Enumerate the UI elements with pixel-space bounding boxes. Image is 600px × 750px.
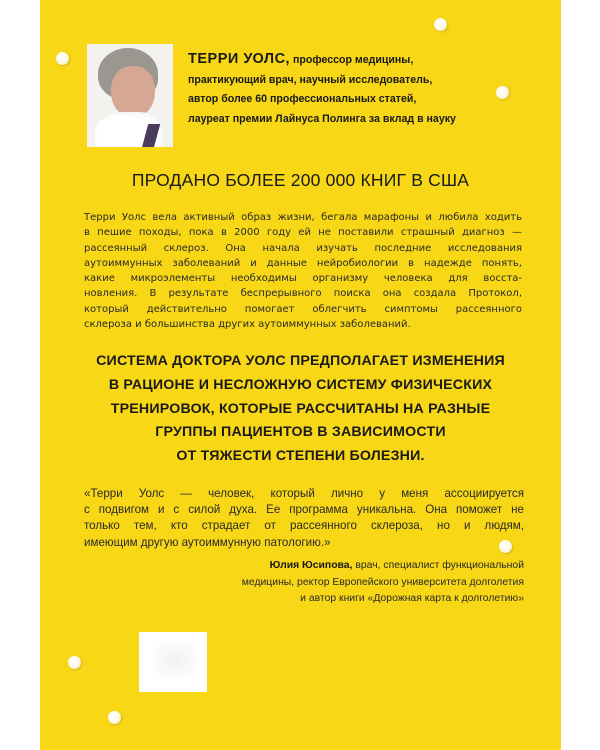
description-line: который действительно помогает облегчить симптомы рассеянного (84, 303, 522, 315)
description-line: Терри Уолс вела активный образ жизни, бегала марафоны и любила ходить (84, 212, 522, 223)
author-bio-line: лауреат премии Лайнуса Полинга за вклад в науку (188, 112, 456, 125)
system-line: ГРУППЫ ПАЦИЕНТОВ В ЗАВИСИМОСТИ (155, 424, 446, 441)
description-line: рассеянный склероз. Она начала изучать последние исследования (84, 242, 522, 254)
pill-decoration-icon (108, 711, 121, 724)
quote-line: имеющим другую аутоиммунную патологию.» (84, 535, 331, 549)
quote-line: с подвигом и с силой духа. Ее программа уникальна. Она поможет не (84, 503, 524, 517)
testimonial-quote (84, 486, 524, 551)
system-line: В РАЦИОНЕ И НЕСЛОЖНУЮ СИСТЕМУ ФИЗИЧЕСКИХ (108, 376, 493, 393)
system-line: ТРЕНИРОВОК, КОТОРЫЕ РАССЧИТАНЫ НА РАЗНЫЕ (110, 400, 491, 417)
pill-decoration-icon (499, 540, 512, 553)
author-bio-line: профессор медицины, (290, 54, 414, 66)
system-line: СИСТЕМА ДОКТОРА УОЛС ПРЕДПОЛАГАЕТ ИЗМЕНЕНИЯ (96, 353, 505, 369)
barcode-label (139, 632, 207, 692)
system-statement (40, 350, 561, 469)
author-bio-line: практикующий врач, научный исследователь, (188, 73, 433, 86)
barcode-smudge (153, 642, 197, 678)
description-line: в пешие походы, пока в 2000 году ей не поставили страшный диагноз — (84, 227, 522, 239)
author-name: ТЕРРИ УОЛС, (188, 51, 291, 67)
attribution-line: и автор книги «Дорожная карта к долголетию» (300, 593, 524, 604)
description-line: новления. В результате беспрерывного поиска она создала Протокол, (84, 288, 522, 300)
author-bio-line: автор более 60 профессиональных статей, (188, 93, 417, 105)
book-description (84, 210, 522, 332)
quote-line: «Терри Уолс — человек, который лично у меня ассоциируется (84, 487, 524, 500)
pill-decoration-icon (496, 86, 509, 99)
attribution-line: врач, специалист функциональной (352, 560, 524, 571)
quote-line: только тем, кто страдает от рассеянного склероза, но и людям, (84, 519, 524, 533)
author-photo (87, 44, 173, 147)
description-line: аутоиммунных заболеваний и данные нейробиологии в надежде понять, (84, 257, 522, 269)
system-line: ОТ ТЯЖЕСТИ СТЕПЕНИ БОЛЕЗНИ. (176, 448, 425, 465)
pill-decoration-icon (56, 52, 69, 65)
sales-headline: ПРОДАНО БОЛЕЕ 200 000 КНИГ В США (131, 170, 470, 190)
description-line: склероза и большинства других аутоиммунных заболеваний. (84, 319, 411, 331)
description-line: какие микроэлементы необходимы организму человека для восста- (84, 273, 522, 285)
photo-face (111, 66, 155, 118)
quote-attribution (200, 558, 524, 608)
pill-decoration-icon (434, 18, 447, 31)
attribution-name: Юлия Юсипова, (269, 560, 353, 571)
author-bio (188, 50, 548, 129)
pill-decoration-icon (68, 656, 81, 669)
attribution-line: медицины, ректор Европейского университета долголетия (241, 576, 524, 588)
